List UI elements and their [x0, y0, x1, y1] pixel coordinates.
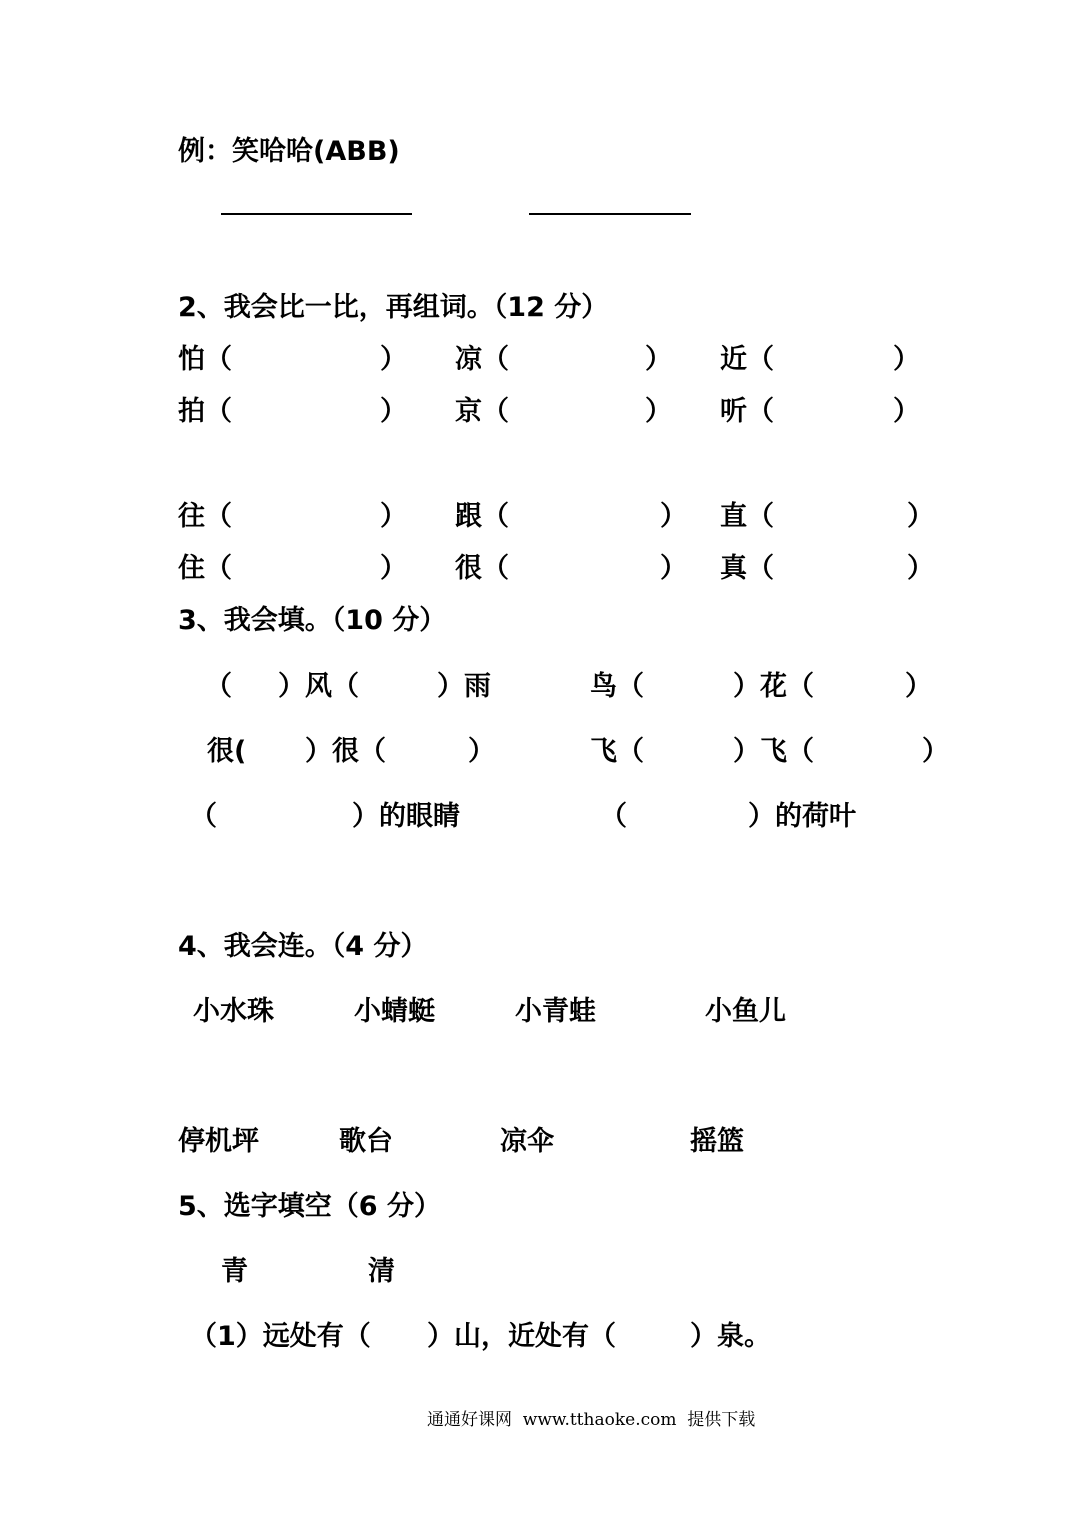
q3-fill: 鸟（: [590, 671, 644, 702]
q5-title: 5、选字填空（6 分）: [178, 1191, 441, 1222]
q2-word-pa: 怕（: [178, 344, 232, 375]
q4-title: 4、我会连。（4 分）: [178, 931, 428, 962]
q2-word-jin: 近（: [720, 344, 774, 375]
q3-fill: ）飞（: [733, 736, 814, 767]
q3-fill: 飞（: [590, 736, 644, 767]
q2-word-pai: 拍（: [178, 396, 232, 427]
q2-paren-close: ）: [380, 553, 407, 584]
q2-paren-close: ）: [380, 396, 407, 427]
q3-fill: ）: [922, 736, 949, 767]
q4-top-item[interactable]: 小青蛙: [515, 996, 596, 1027]
q2-word-gen: 跟（: [455, 501, 509, 532]
q2-paren-close: ）: [893, 344, 920, 375]
q2-word-ting: 听（: [720, 396, 774, 427]
q3-fill: ）: [468, 736, 495, 767]
q3-fill: ）的眼睛: [352, 801, 460, 832]
q4-bottom-item[interactable]: 歌台: [339, 1126, 393, 1157]
q2-paren-close: ）: [645, 344, 672, 375]
q3-fill: 很(: [207, 736, 247, 767]
q4-bottom-item[interactable]: 摇篮: [690, 1126, 744, 1157]
q2-paren-close: ）: [645, 396, 672, 427]
q2-paren-close: ）: [660, 553, 687, 584]
q4-top-item[interactable]: 小鱼儿: [705, 996, 786, 1027]
q2-paren-close: ）: [380, 344, 407, 375]
q3-fill: ）很（: [305, 736, 386, 767]
q2-word-zhu: 住（: [178, 553, 232, 584]
q2-word-zhen: 真（: [720, 553, 774, 584]
q2-word-hen: 很（: [455, 553, 509, 584]
q2-word-wang: 往（: [178, 501, 232, 532]
q4-top-item[interactable]: 小蜻蜓: [354, 996, 435, 1027]
q2-word-jing: 京（: [455, 396, 509, 427]
q3-fill: ）花（: [733, 671, 814, 702]
q3-title: 3、我会填。（10 分）: [178, 605, 447, 636]
q5-sentence-1: （1）远处有（: [190, 1321, 371, 1352]
q2-word-liang: 凉（: [455, 344, 509, 375]
q3-fill: ）雨: [437, 671, 491, 702]
example-text: 例：笑哈哈(ABB): [178, 136, 400, 167]
q2-paren-close: ）: [893, 396, 920, 427]
q2-word-zhi: 直（: [720, 501, 774, 532]
answer-line-2[interactable]: [529, 213, 691, 215]
q4-bottom-item[interactable]: 凉伞: [500, 1126, 554, 1157]
q5-sentence-1: ）山，近处有（: [427, 1321, 616, 1352]
q4-top-item[interactable]: 小水珠: [193, 996, 274, 1027]
q5-sentence-1: ）泉。: [690, 1321, 771, 1352]
q2-title: 2、我会比一比，再组词。（12 分）: [178, 292, 609, 323]
q3-fill: （: [190, 801, 217, 832]
q3-fill: （: [600, 801, 627, 832]
footer-credit: 通通好课网 www.tthaoke.com 提供下载: [427, 1410, 756, 1430]
q2-paren-close: ）: [907, 553, 934, 584]
q2-paren-close: ）: [907, 501, 934, 532]
q5-choice: 清: [368, 1256, 395, 1287]
answer-line-1[interactable]: [221, 213, 412, 215]
q3-fill: ）: [905, 671, 932, 702]
q3-fill: ）的荷叶: [748, 801, 856, 832]
q5-choice: 青: [221, 1256, 248, 1287]
q2-paren-close: ）: [380, 501, 407, 532]
q3-fill: ）风（: [278, 671, 359, 702]
q4-bottom-item[interactable]: 停机坪: [178, 1126, 259, 1157]
q3-fill: （: [205, 671, 232, 702]
q2-paren-close: ）: [660, 501, 687, 532]
